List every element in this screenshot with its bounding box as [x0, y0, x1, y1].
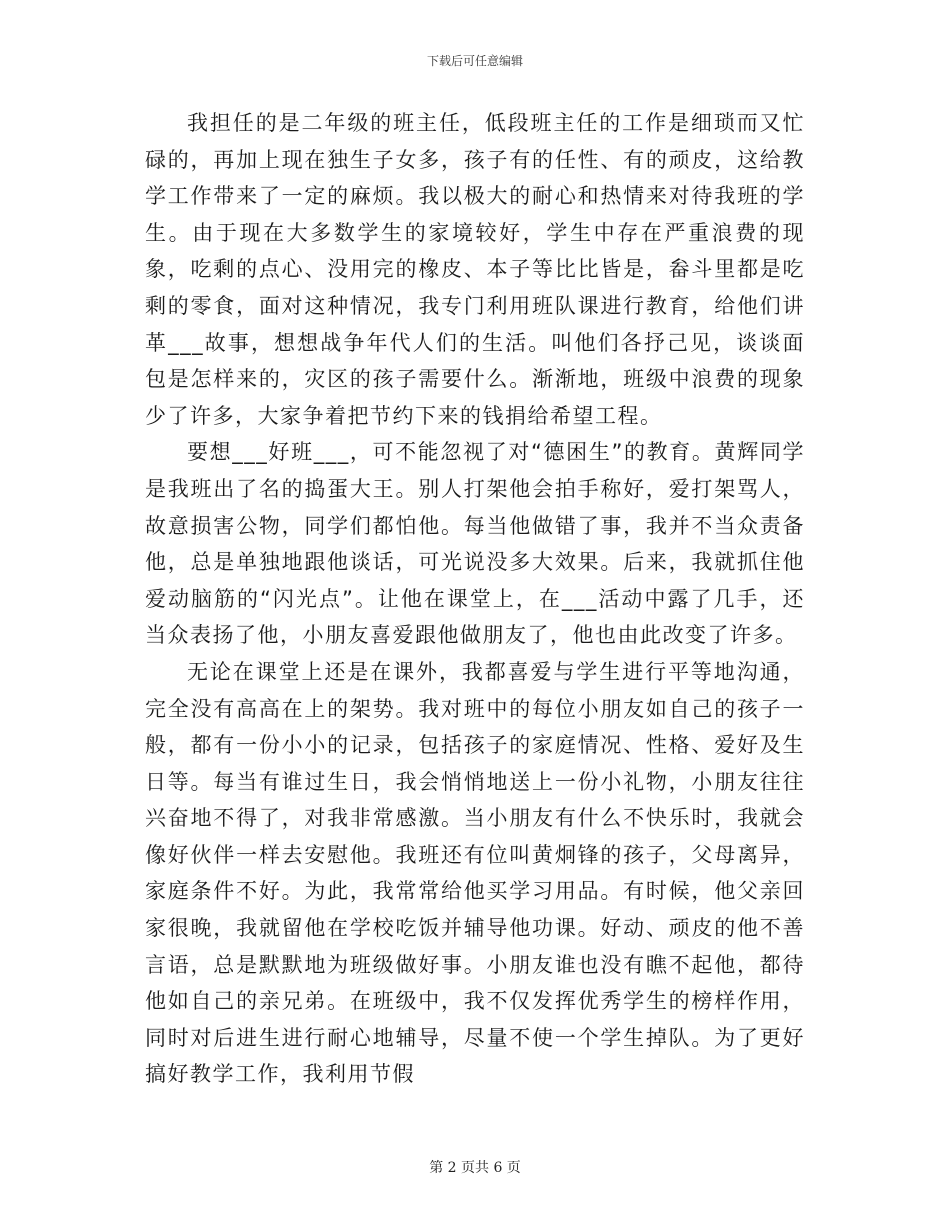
paragraph-3: 无论在课堂上还是在课外，我都喜爱与学生进行平等地沟通，完全没有高高在上的架势。我对班中的每位小朋友如自己的孩子一般，都有一份小小的记录，包括孩子的家庭情况、性格、爱好及生日等。每当有谁过生日，我会悄悄地送上一份小礼物，小朋友往往兴奋地不得了，对我非常感激。当小朋友有什么不快乐时，我就会像好伙伴一样去安慰他。我班还有位叫黄炯锋的孩子，父母离异，家庭条件不好。为此，我常常给他买学习用品。有时候，他父亲回家很晚，我就留他在学校吃饭并辅导他功课。好动、顽皮的他不善言语，总是默默地为班级做好事。小朋友谁也没有瞧不起他，都待他如自己的亲兄弟。在班级中，我不仅发挥优秀学生的榜样作用，同时对后进生进行耐心地辅导，尽量不使一个学生掉队。为了更好搞好教学工作，我利用节假 [145, 659, 805, 1087]
paragraph-1: 我担任的是二年级的班主任，低段班主任的工作是细琐而又忙碌的，再加上现在独生子女多，孩子有的任性、有的顽皮，这给教学工作带来了一定的麻烦。我以极大的耐心和热情来对待我班的学生。由于现在大多数学生的家境较好，学生中存在严重浪费的现象，吃剩的点心、没用完的橡皮、本子等比比皆是，畚斗里都是吃剩的零食，面对这种情况，我专门利用班队课进行教育，给他们讲革___故事，想想战争年代人们的生活。叫他们各抒己见，谈谈面包是怎样来的，灾区的孩子需要什么。渐渐地，班级中浪费的现象少了许多，大家争着把节约下来的钱捐给希望工程。 [145, 111, 805, 428]
page-number: 第 2 页共 6 页 [429, 1160, 521, 1176]
page-header: 下载后可任意编辑 [426, 54, 523, 68]
paragraph-2: 要想___好班___，可不能忽视了对“德困生”的教育。黄辉同学是我班出了名的捣蛋大王。别人打架他会拍手称好，爱打架骂人，故意损害公物，同学们都怕他。每当他做错了事，我并不当众责备他，总是单独地跟他谈话，可光说没多大效果。后来，我就抓住他爱动脑筋的“闪光点”。让他在课堂上，在___活动中露了几手，还当众表扬了他，小朋友喜爱跟他做朋友了，他也由此改变了许多。 [145, 440, 805, 648]
document-body [145, 105, 805, 1093]
